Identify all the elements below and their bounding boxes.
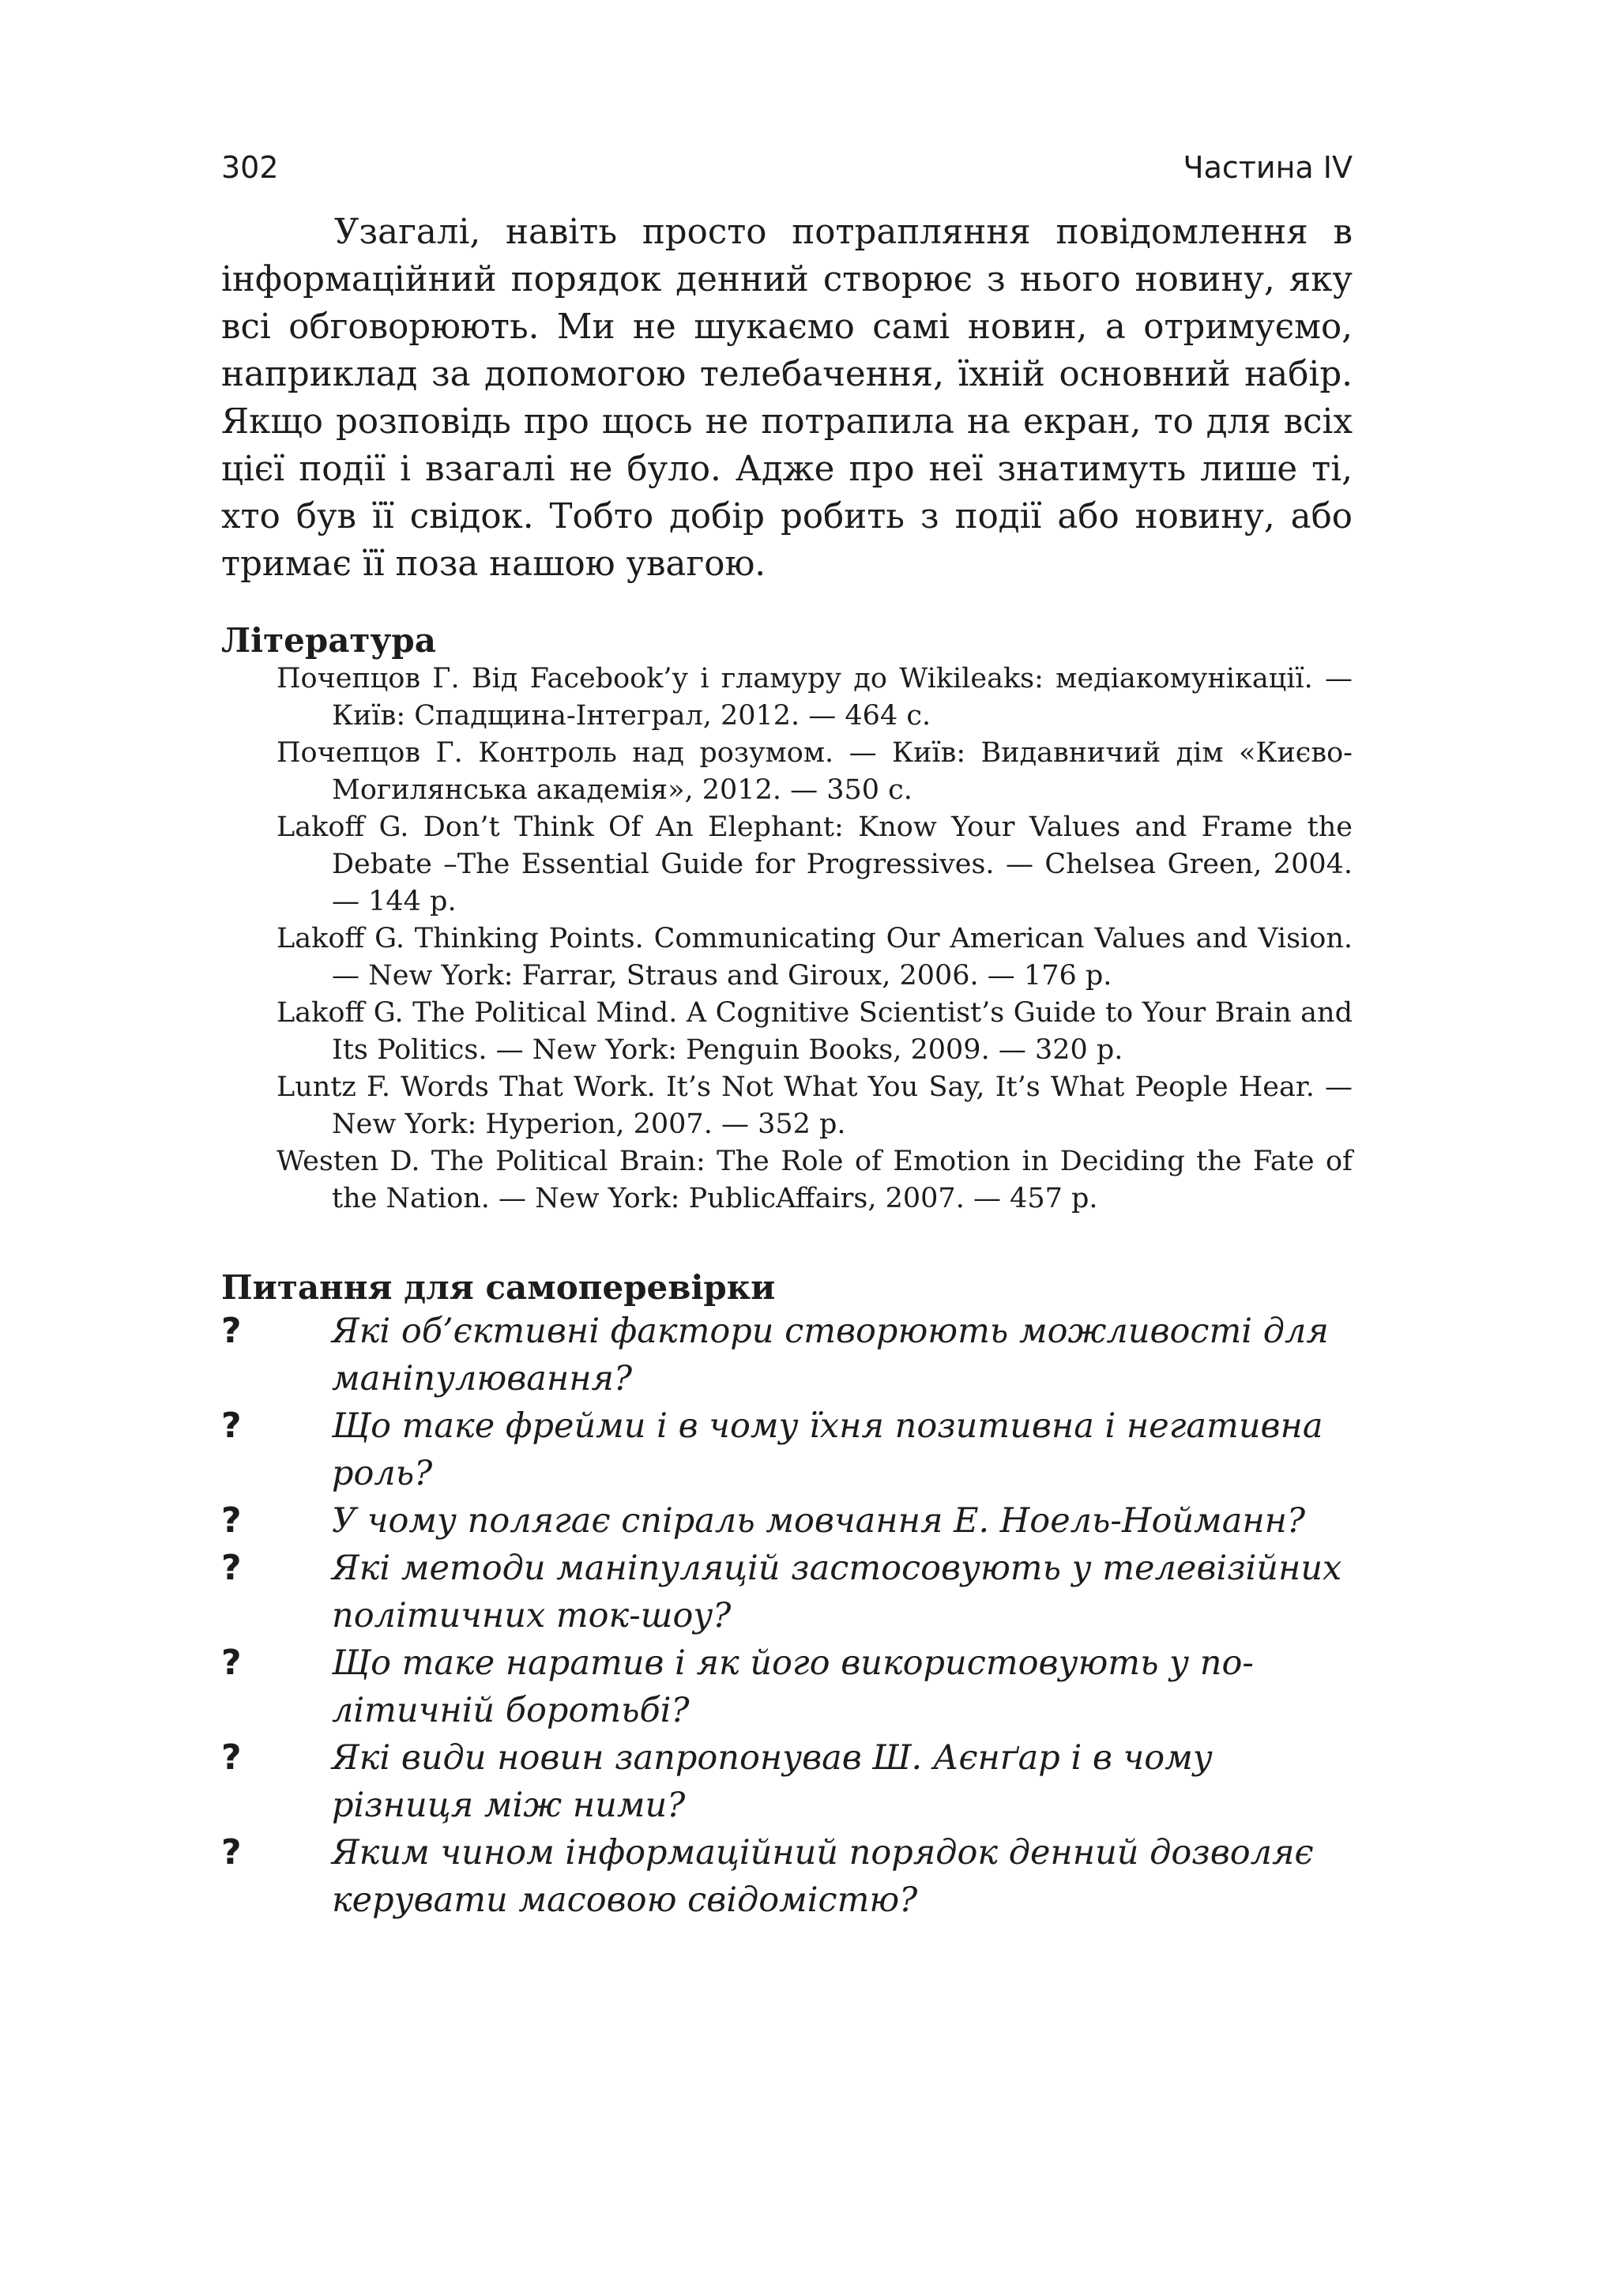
references-list — [221, 661, 1353, 1218]
question-item — [221, 1545, 1353, 1639]
running-head — [221, 150, 1353, 194]
question-mark-icon: ? — [221, 1737, 242, 1778]
question-item — [221, 1308, 1353, 1402]
questions-list — [221, 1308, 1353, 1924]
question-text: Які види новин запропонував Ш. Аєнґар і в чому різниця між ними? — [332, 1738, 1213, 1825]
section-label: Частина IV — [1183, 150, 1353, 185]
question-mark-icon: ? — [221, 1311, 242, 1351]
reference-item: Luntz F. Words That Work. It’s Not What You Say, It’s What People Hear. — New York: Hyperion, 2007. — 352 p. — [277, 1071, 1353, 1140]
question-text: Що таке фрейми і в чому їхня позитивна і негативна роль? — [332, 1406, 1323, 1493]
reference-item: Почепцов Г. Від Facebook’у і гламуру до Wikileaks: медіакомунікації. — Київ: Спадщина-Інтеграл, 2012. — 464 с. — [277, 663, 1353, 732]
body-paragraph: Узагалі, навіть просто потрапляння повідомлення в інформаційний порядок денний створює з нього новину, яку всі обговорюють. Ми не шукаємо самі новин, а отримуємо, наприклад за допомогою телебачення, їхній основний набір. Якщо розповідь про щось не потрапила на екран, то для всіх цієї події і взагалі не було. Адже про неї знатимуть лише ті, хто був її свідок. Тобто добір робить з події або новину, або тримає її поза нашою увагою. — [221, 213, 1353, 584]
reference-item: Lakoff G. The Political Mind. A Cognitive Scientist’s Guide to Your Brain and Its Politics. — New York: Penguin Books, 2009. — 320 p. — [277, 997, 1353, 1066]
question-item — [221, 1734, 1353, 1829]
question-mark-icon: ? — [221, 1500, 242, 1541]
question-text: Які методи маніпуляцій застосовують у телевізійних політичних ток-шоу? — [332, 1549, 1342, 1635]
question-item — [221, 1829, 1353, 1924]
references-heading: Література — [221, 621, 436, 660]
question-mark-icon: ? — [221, 1643, 242, 1683]
reference-item: Lakoff G. Don’t Think Of An Elephant: Know Your Values and Frame the Debate –The Essential Guide for Progressives. — Chelsea Green, 2004. — 144 p. — [277, 811, 1353, 917]
reference-item: Lakoff G. Thinking Points. Communicating Our American Values and Vision. — New York: Farrar, Straus and Giroux, 2006. — 176 p. — [277, 923, 1353, 992]
question-text: Яким чином інформаційний порядок денний дозволяє керувати масовою свідомістю? — [332, 1833, 1314, 1920]
question-item — [221, 1639, 1353, 1734]
questions-heading: Питання для самоперевірки — [221, 1268, 776, 1307]
question-mark-icon: ? — [221, 1406, 242, 1446]
question-text: Які об’єктивні фактори створюють можливості для маніпулювання? — [332, 1312, 1329, 1398]
question-mark-icon: ? — [221, 1548, 242, 1588]
question-item — [221, 1402, 1353, 1497]
question-mark-icon: ? — [221, 1832, 242, 1873]
page-number: 302 — [221, 150, 279, 185]
page-content — [221, 209, 1353, 1924]
question-text: Що таке наратив і як його використовують у політичній боротьбі? — [332, 1643, 1254, 1730]
question-text: У чому полягає спіраль мовчання Е. Ноель-Нойманн? — [332, 1501, 1306, 1541]
reference-item: Почепцов Г. Контроль над розумом. — Київ: Видавничий дім «Києво-Могилянська академія», 2012. — 350 с. — [277, 737, 1353, 806]
reference-item: Westen D. The Political Brain: The Role of Emotion in Deciding the Fate of the Nation. — New York: PublicAffairs, 2007. — 457 p. — [277, 1146, 1353, 1214]
question-item — [221, 1497, 1353, 1545]
